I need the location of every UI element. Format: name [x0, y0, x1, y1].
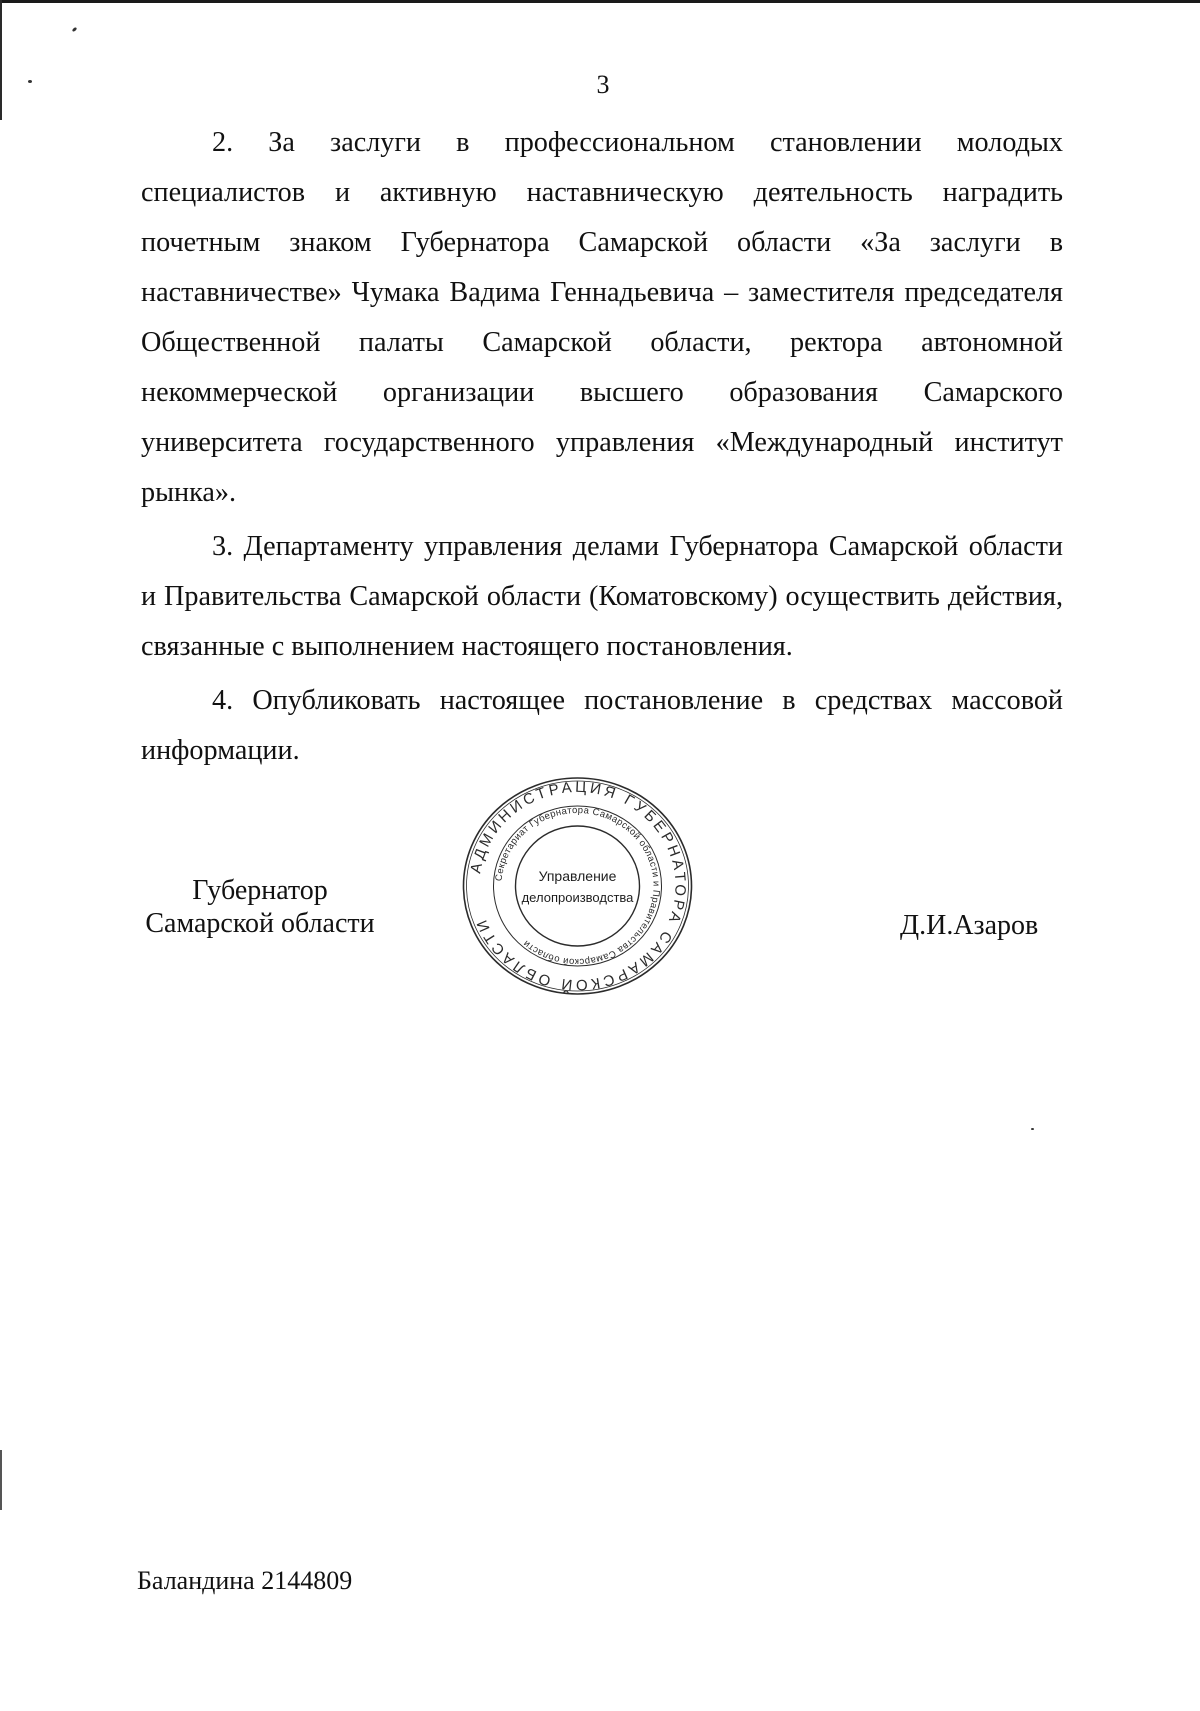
seal-center-line1: Управление	[538, 868, 617, 884]
scan-edge-left	[0, 0, 2, 120]
seal-inner-ring-text: Секретариат Губернатора Самарской области и Правительства Самарской области	[493, 804, 662, 968]
scan-edge-top	[0, 0, 1200, 3]
executor-info: Баландина 2144809	[137, 1566, 353, 1595]
signatory-name: Д.И.Азаров	[900, 910, 1039, 941]
seal-inner-ring	[516, 826, 640, 946]
document-body	[141, 118, 1063, 776]
seal-center-line2: делопроизводства	[521, 890, 634, 905]
official-seal	[460, 775, 695, 997]
page-number: 3	[596, 70, 610, 99]
scan-speck	[1031, 1128, 1034, 1130]
paragraph-4: 4. Опубликовать настоящее постановление в средствах массовой информации.	[141, 685, 1063, 766]
seal-outer-text: АДМИНИСТРАЦИЯ ГУБЕРНАТОРА САМАРСКОЙ ОБЛАСТИ	[467, 778, 689, 994]
signatory-position-line1: Губернатор	[192, 875, 328, 906]
paragraph-3: 3. Департаменту управления делами Губернатора Самарской области и Правительства Самарской области (Коматовскому) осуществить действия, связанные с выполнением настоящего постановления.	[141, 531, 1063, 662]
signatory-position-line2: Самарской области	[145, 908, 375, 939]
signatory-position	[135, 874, 385, 940]
scan-speck	[28, 80, 32, 83]
paragraph-2: 2. За заслуги в профессиональном становлении молодых специалистов и активную наставническую деятельность наградить почетным знаком Губернатора Самарской области «За заслуги в наставничестве» Чумака Вадима Геннадьевича – заместителя председателя Общественной палаты Самарской области, ректора автономной некоммерческой организации высшего образования Самарского университета государственного управления «Международный институт рынка».	[141, 127, 1063, 508]
scan-mark	[0, 1450, 2, 1510]
scan-speck	[72, 27, 78, 33]
